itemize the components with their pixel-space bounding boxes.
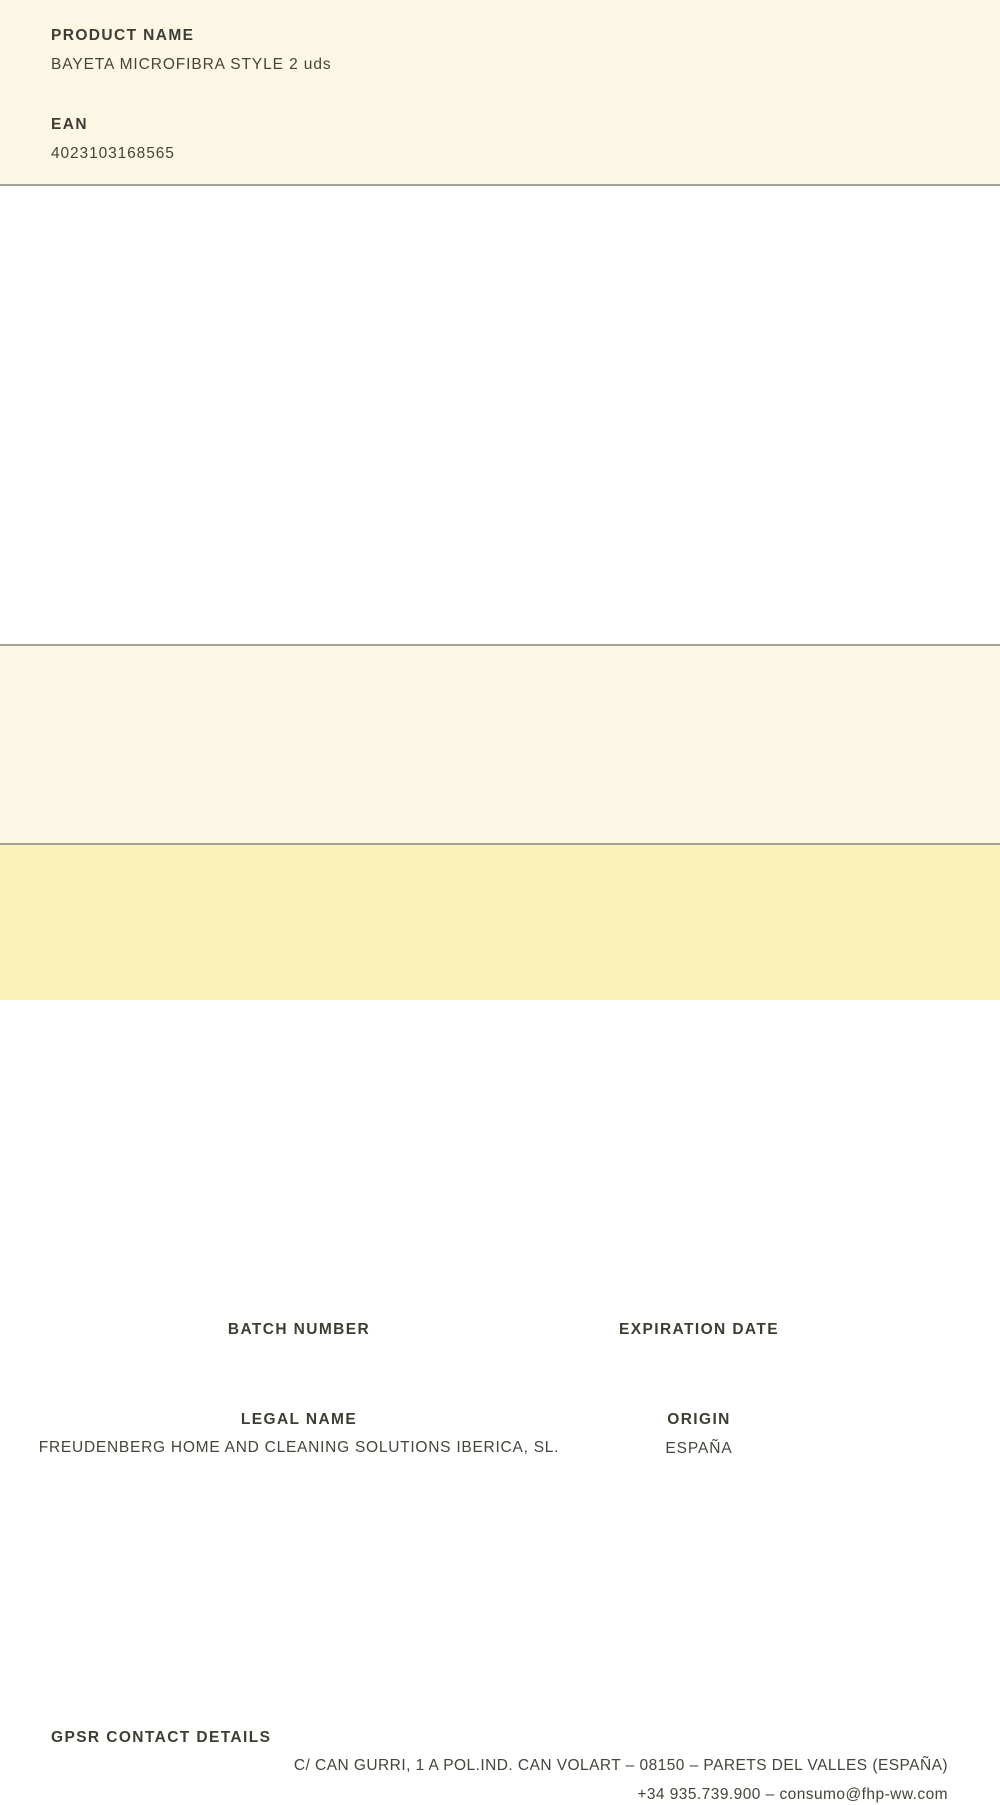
batch-number-label: BATCH NUMBER — [227, 1321, 371, 1338]
traceability-section — [0, 644, 1000, 1457]
product-name-label: PRODUCT NAME — [51, 27, 195, 44]
ean-value: 4023103168565 — [51, 145, 175, 162]
gpsr-contact-heading: GPSR CONTACT DETAILS — [51, 1729, 272, 1746]
empty-content-area — [0, 186, 1000, 644]
ean-label: EAN — [51, 116, 88, 133]
expiration-date-label: EXPIRATION DATE — [619, 1321, 779, 1338]
legal-name-value: FREUDENBERG HOME AND CLEANING SOLUTIONS IBERICA, SL. — [38, 1439, 560, 1456]
contact-phone-email: +34 935.739.900 – consumo@fhp-ww.com — [637, 1786, 948, 1803]
origin-label: ORIGIN — [667, 1411, 731, 1428]
product-header-section — [0, 0, 1000, 186]
origin-value: ESPAÑA — [665, 1440, 733, 1457]
legal-name-label: LEGAL NAME — [240, 1411, 358, 1428]
product-name-value: BAYETA MICROFIBRA STYLE 2 uds — [51, 56, 332, 73]
contact-address: C/ CAN GURRI, 1 A POL.IND. CAN VOLART – 08150 – PARETS DEL VALLES (ESPAÑA) — [293, 1757, 948, 1774]
